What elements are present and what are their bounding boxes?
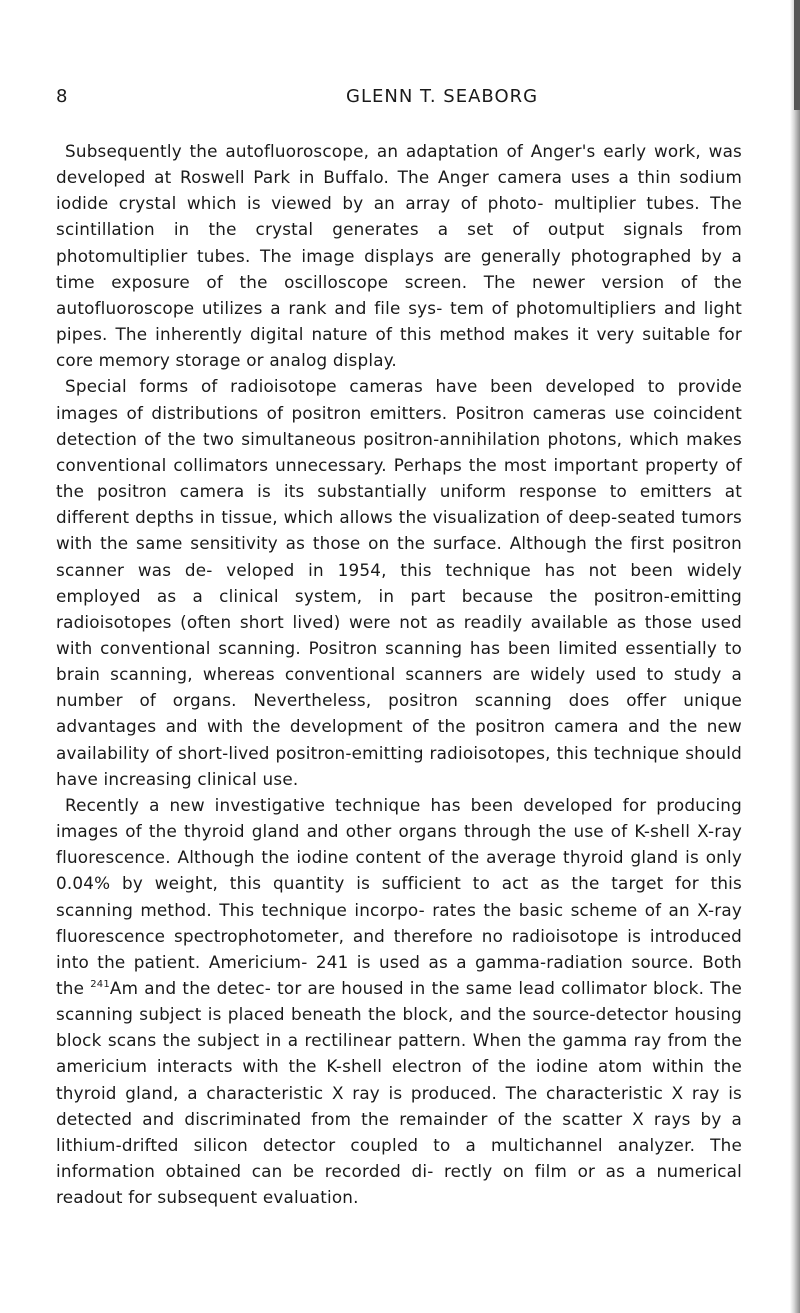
paragraph-xray-fluorescence <box>56 792 742 1211</box>
paragraph-xray-fluorescence-part2: Am and the detec- tor are housed in the same lead collimator block. The scanning subject is placed beneath the block, and the source-detector housing block scans the subject in a rectilinear pattern. When the gamma ray from the americium interacts with the K-shell electron of the iodine atom within the thyroid gland, a characteristic X ray is produced. The characteristic X ray is detected and discriminated from the remainder of the scatter X rays by a lithium-drifted silicon detector coupled to a multichannel analyzer. The information obtained can be recorded di- rectly on film or as a numerical readout for subsequent evaluation. <box>56 978 742 1208</box>
paragraph-autofluoroscope: Subsequently the autofluoroscope, an adaptation of Anger's early work, was developed at Roswell Park in Buffalo. The Anger camera uses a thin sodium iodide crystal which is viewed by an array of photo- multiplier tubes. The scintillation in the crystal generates a set of output signals from photomultiplier tubes. The image displays are generally photographed by a time exposure of the oscilloscope screen. The newer version of the autofluoroscope utilizes a rank and file sys- tem of photomultipliers and light pipes. The inherently digital nature of this method makes it very suitable for core memory storage or analog display. <box>56 141 742 371</box>
isotope-mass-superscript: 241 <box>90 979 110 990</box>
body-text <box>56 138 742 1210</box>
paragraph-xray-fluorescence-part1: Recently a new investigative technique has been developed for producing images of the thyroid gland and other organs through the use of K-shell X-ray fluorescence. Although the iodine content of the average thyroid gland is only 0.04% by weight, this quantity is sufficient to act as the target for this scanning method. This technique incorpo- rates the basic scheme of an X-ray fluorescence spectrophotometer, and therefore no radioisotope is introduced into the patient. Americium- 241 is used as a gamma-radiation source. Both the <box>56 794 742 998</box>
paragraph-positron-cameras: Special forms of radioisotope cameras have been developed to provide images of distributions of positron emitters. Positron cameras use coincident detection of the two simultaneous positron-annihilation photons, which makes conventional collimators unnecessary. Perhaps the most important property of the positron camera is its substantially uniform response to emitters at different depths in tissue, which allows the visualization of deep-seated tumors with the same sensitivity as those on the surface. Although the first positron scanner was de- veloped in 1954, this technique has not been widely employed as a clinical system, in part because the positron-emitting radioisotopes (often short lived) were not as readily available as those used with conventional scanning. Positron scanning has been limited essentially to brain scanning, whereas conventional scanners are widely used to study a number of organs. Nevertheless, positron scanning does offer unique advantages and with the development of the positron camera and the new availability of short-lived positron-emitting radioisotopes, this technique should have increasing clinical use. <box>56 376 742 789</box>
page-header <box>56 82 736 114</box>
page-edge-shadow <box>790 0 800 1313</box>
running-head: GLENN T. SEABORG <box>346 86 539 107</box>
page-edge-mark <box>794 0 800 110</box>
page-number: 8 <box>56 86 68 107</box>
